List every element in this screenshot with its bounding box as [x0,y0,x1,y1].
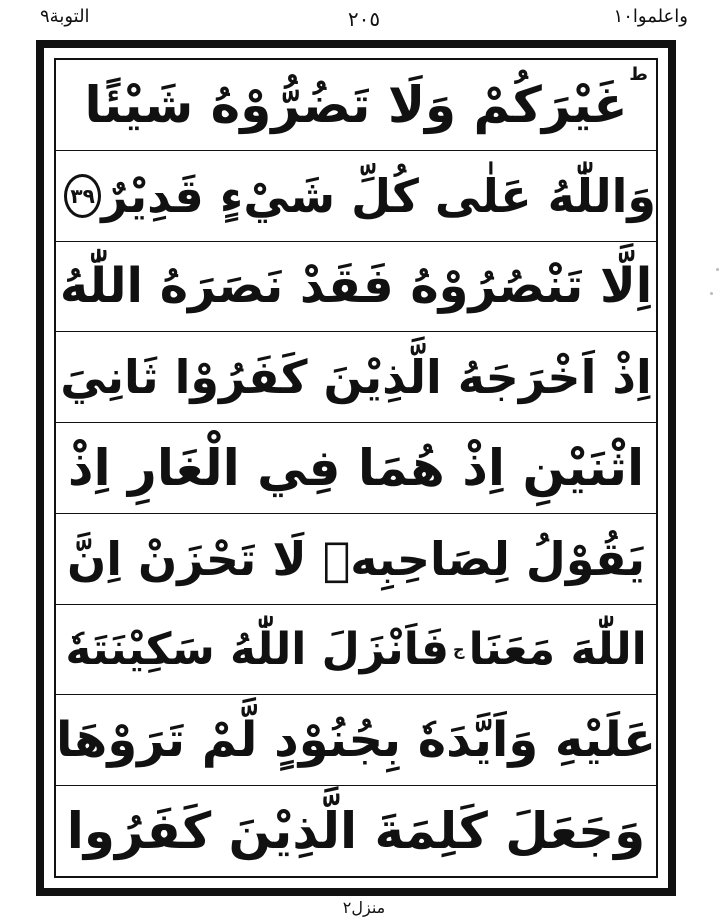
verse-line-4-text: اِذْ اَخْرَجَهُ الَّذِيْنَ كَفَرُوْا ثَانِيَ [60,350,652,405]
scan-speck [716,268,719,271]
verse-line-6-text: يَقُوْلُ لِصَاحِبِهٖ لَا تَحْزَنْ اِنَّ [66,531,646,586]
ayah-number-marker: ٣٩ [64,174,101,218]
verse-line-2-text: وَاللّٰهُ عَلٰى كُلِّ شَيْءٍ قَدِيْرٌ [101,168,656,223]
verse-line-8-text: عَلَيْهِ وَاَيَّدَهٗ بِجُنُوْدٍ لَّمْ تَرَوْهَا [56,712,656,769]
waqf-pause-mark: ج [453,640,465,660]
verse-line-4 [56,332,656,423]
frame-border [43,47,669,889]
manzil-footer: منزل٢ [342,898,386,917]
verse-line-2 [56,151,656,242]
juz-header: واعلموا١٠ [613,6,688,27]
quran-text-panel [54,58,658,878]
verse-line-5-text: اثْنَيْنِ اِذْ هُمَا فِي الْغَارِ اِذْ [67,439,645,498]
verse-line-7-text-b: فَاَنْزَلَ اللّٰهُ سَكِيْنَتَهٗ [65,624,450,676]
verse-line-7 [56,605,656,696]
verse-line-6 [56,514,656,605]
verse-line-9-text: وَجَعَلَ كَلِمَةَ الَّذِيْنَ كَفَرُوا [66,802,646,861]
page-number: ٢٠٥ [347,7,381,31]
verse-line-1 [56,60,656,151]
scan-speck [710,292,713,295]
verse-line-9 [56,786,656,876]
page-frame [36,40,676,896]
verse-line-5 [56,423,656,514]
waqf-stop-mark: ط [629,64,648,85]
verse-line-1-text: غَيْرَكُمْ وَلَا تَضُرُّوْهُ شَيْئًا [84,75,628,134]
verse-line-3 [56,242,656,333]
verse-line-3-text: اِلَّا تَنْصُرُوْهُ فَقَدْ نَصَرَهُ اللّٰهُ [59,258,653,315]
surah-header: التوبة٩ [40,6,90,27]
verse-line-8 [56,695,656,786]
verse-line-7-text-a: اللّٰهَ مَعَنَا [468,624,647,676]
